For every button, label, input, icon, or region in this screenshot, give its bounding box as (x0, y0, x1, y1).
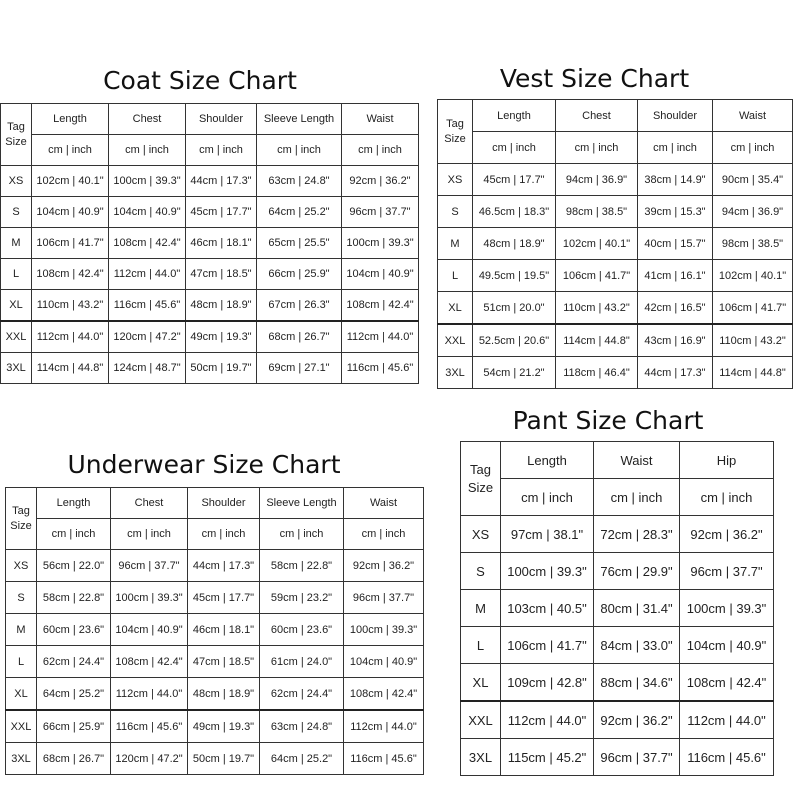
measurement-cell: 112cm | 44.0" (109, 259, 186, 290)
column-header: Shoulder (638, 100, 713, 132)
unit-header: cm | inch (473, 132, 556, 164)
unit-header: cm | inch (37, 519, 111, 550)
measurement-cell: 50cm | 19.7" (188, 743, 260, 775)
measurement-cell: 104cm | 40.9" (344, 646, 424, 678)
measurement-cell: 112cm | 44.0" (344, 710, 424, 743)
size-cell: L (438, 260, 473, 292)
measurement-cell: 76cm | 29.9" (594, 553, 680, 590)
measurement-cell: 68cm | 26.7" (257, 321, 342, 353)
measurement-cell: 118cm | 46.4" (556, 357, 638, 389)
table-row (438, 164, 793, 196)
measurement-cell: 40cm | 15.7" (638, 228, 713, 260)
table-row (6, 678, 424, 711)
measurement-cell: 45cm | 17.7" (473, 164, 556, 196)
measurement-cell: 116cm | 45.6" (342, 353, 419, 384)
measurement-cell: 103cm | 40.5" (501, 590, 594, 627)
measurement-cell: 92cm | 36.2" (342, 166, 419, 197)
measurement-cell: 108cm | 42.4" (109, 228, 186, 259)
tag-label: Tag (446, 117, 464, 130)
measurement-cell: 106cm | 41.7" (32, 228, 109, 259)
table-row (438, 260, 793, 292)
measurement-cell: 104cm | 40.9" (109, 197, 186, 228)
table-row (6, 646, 424, 678)
measurement-cell: 66cm | 25.9" (257, 259, 342, 290)
measurement-cell: 94cm | 36.9" (556, 164, 638, 196)
size-label: Size (5, 135, 27, 148)
underwear-size-table (5, 487, 424, 775)
column-header: Chest (556, 100, 638, 132)
measurement-cell: 59cm | 23.2" (260, 582, 344, 614)
size-cell: XS (438, 164, 473, 196)
measurement-cell: 65cm | 25.5" (257, 228, 342, 259)
measurement-cell: 104cm | 40.9" (342, 259, 419, 290)
unit-header: cm | inch (344, 519, 424, 550)
measurement-cell: 114cm | 44.8" (713, 357, 793, 389)
underwear-chart-title: Underwear Size Chart (67, 450, 341, 479)
size-cell: XS (461, 516, 501, 553)
measurement-cell: 100cm | 39.3" (111, 582, 188, 614)
table-row (438, 292, 793, 325)
measurement-cell: 106cm | 41.7" (713, 292, 793, 325)
measurement-cell: 50cm | 19.7" (186, 353, 257, 384)
measurement-cell: 112cm | 44.0" (680, 701, 774, 739)
unit-header: cm | inch (594, 479, 680, 516)
column-header: Waist (594, 442, 680, 479)
measurement-cell: 64cm | 25.2" (37, 678, 111, 711)
size-cell: XXL (438, 324, 473, 357)
measurement-cell: 46cm | 18.1" (188, 614, 260, 646)
measurement-cell: 64cm | 25.2" (257, 197, 342, 228)
measurement-cell: 120cm | 47.2" (111, 743, 188, 775)
table-row (1, 197, 419, 228)
measurement-cell: 41cm | 16.1" (638, 260, 713, 292)
measurement-cell: 110cm | 43.2" (713, 324, 793, 357)
vest-size-table (437, 99, 793, 389)
measurement-cell: 110cm | 43.2" (32, 290, 109, 322)
measurement-cell: 69cm | 27.1" (257, 353, 342, 384)
unit-header: cm | inch (342, 135, 419, 166)
column-header: Sleeve Length (257, 104, 342, 135)
measurement-cell: 46cm | 18.1" (186, 228, 257, 259)
tag-size-header (6, 488, 37, 550)
size-cell: 3XL (461, 739, 501, 776)
column-header: Chest (109, 104, 186, 135)
measurement-cell: 112cm | 44.0" (501, 701, 594, 739)
measurement-cell: 100cm | 39.3" (109, 166, 186, 197)
tag-label: Tag (12, 504, 30, 517)
measurement-cell: 112cm | 44.0" (32, 321, 109, 353)
measurement-cell: 44cm | 17.3" (638, 357, 713, 389)
measurement-cell: 45cm | 17.7" (188, 582, 260, 614)
measurement-cell: 49cm | 19.3" (186, 321, 257, 353)
unit-header: cm | inch (556, 132, 638, 164)
measurement-cell: 96cm | 37.7" (680, 553, 774, 590)
measurement-cell: 67cm | 26.3" (257, 290, 342, 322)
table-row (461, 553, 774, 590)
measurement-cell: 104cm | 40.9" (32, 197, 109, 228)
size-cell: 3XL (1, 353, 32, 384)
table-row (461, 664, 774, 702)
size-cell: L (1, 259, 32, 290)
column-header: Length (501, 442, 594, 479)
size-cell: XL (438, 292, 473, 325)
size-cell: M (6, 614, 37, 646)
measurement-cell: 42cm | 16.5" (638, 292, 713, 325)
table-row (6, 582, 424, 614)
measurement-cell: 54cm | 21.2" (473, 357, 556, 389)
pant-chart-title: Pant Size Chart (512, 406, 704, 435)
measurement-cell: 100cm | 39.3" (344, 614, 424, 646)
measurement-cell: 52.5cm | 20.6" (473, 324, 556, 357)
measurement-cell: 116cm | 45.6" (344, 743, 424, 775)
size-cell: XS (6, 550, 37, 582)
measurement-cell: 80cm | 31.4" (594, 590, 680, 627)
unit-header: cm | inch (680, 479, 774, 516)
table-row (1, 228, 419, 259)
table-row (1, 166, 419, 197)
measurement-cell: 108cm | 42.4" (680, 664, 774, 702)
size-cell: XL (461, 664, 501, 702)
measurement-cell: 106cm | 41.7" (501, 627, 594, 664)
unit-header: cm | inch (186, 135, 257, 166)
measurement-cell: 45cm | 17.7" (186, 197, 257, 228)
measurement-cell: 63cm | 24.8" (257, 166, 342, 197)
measurement-cell: 115cm | 45.2" (501, 739, 594, 776)
measurement-cell: 66cm | 25.9" (37, 710, 111, 743)
measurement-cell: 63cm | 24.8" (260, 710, 344, 743)
measurement-cell: 61cm | 24.0" (260, 646, 344, 678)
table-row (1, 259, 419, 290)
measurement-cell: 49.5cm | 19.5" (473, 260, 556, 292)
measurement-cell: 47cm | 18.5" (186, 259, 257, 290)
measurement-cell: 92cm | 36.2" (594, 701, 680, 739)
tag-label: Tag (470, 461, 491, 477)
table-row (6, 710, 424, 743)
coat-chart-title: Coat Size Chart (103, 66, 297, 95)
column-header: Length (473, 100, 556, 132)
table-row (6, 550, 424, 582)
measurement-cell: 100cm | 39.3" (501, 553, 594, 590)
measurement-cell: 98cm | 38.5" (713, 228, 793, 260)
tag-size-header (461, 442, 501, 516)
size-cell: S (461, 553, 501, 590)
pant-size-table (460, 441, 774, 776)
measurement-cell: 47cm | 18.5" (188, 646, 260, 678)
table-row (461, 590, 774, 627)
measurement-cell: 49cm | 19.3" (188, 710, 260, 743)
unit-header: cm | inch (713, 132, 793, 164)
tag-size-header (1, 104, 32, 166)
unit-header: cm | inch (638, 132, 713, 164)
measurement-cell: 94cm | 36.9" (713, 196, 793, 228)
measurement-cell: 62cm | 24.4" (37, 646, 111, 678)
measurement-cell: 58cm | 22.8" (37, 582, 111, 614)
measurement-cell: 108cm | 42.4" (111, 646, 188, 678)
column-header: Length (37, 488, 111, 519)
tag-size-header (438, 100, 473, 164)
measurement-cell: 110cm | 43.2" (556, 292, 638, 325)
size-cell: M (1, 228, 32, 259)
size-cell: S (1, 197, 32, 228)
unit-header: cm | inch (257, 135, 342, 166)
size-cell: 3XL (438, 357, 473, 389)
measurement-cell: 43cm | 16.9" (638, 324, 713, 357)
vest-chart-title: Vest Size Chart (499, 64, 690, 93)
measurement-cell: 60cm | 23.6" (260, 614, 344, 646)
size-cell: M (438, 228, 473, 260)
measurement-cell: 90cm | 35.4" (713, 164, 793, 196)
table-row (438, 324, 793, 357)
size-cell: XXL (1, 321, 32, 353)
measurement-cell: 48cm | 18.9" (186, 290, 257, 322)
size-cell: M (461, 590, 501, 627)
measurement-cell: 108cm | 42.4" (342, 290, 419, 322)
measurement-cell: 108cm | 42.4" (344, 678, 424, 711)
measurement-cell: 109cm | 42.8" (501, 664, 594, 702)
table-row (1, 353, 419, 384)
measurement-cell: 104cm | 40.9" (680, 627, 774, 664)
measurement-cell: 116cm | 45.6" (680, 739, 774, 776)
measurement-cell: 46.5cm | 18.3" (473, 196, 556, 228)
size-cell: XS (1, 166, 32, 197)
column-header: Waist (342, 104, 419, 135)
size-cell: S (6, 582, 37, 614)
measurement-cell: 60cm | 23.6" (37, 614, 111, 646)
measurement-cell: 44cm | 17.3" (186, 166, 257, 197)
column-header: Shoulder (186, 104, 257, 135)
table-row (1, 290, 419, 322)
unit-header: cm | inch (501, 479, 594, 516)
measurement-cell: 108cm | 42.4" (32, 259, 109, 290)
table-row (438, 357, 793, 389)
size-cell: S (438, 196, 473, 228)
table-row (461, 516, 774, 553)
column-header: Waist (713, 100, 793, 132)
measurement-cell: 116cm | 45.6" (109, 290, 186, 322)
column-header: Shoulder (188, 488, 260, 519)
measurement-cell: 114cm | 44.8" (32, 353, 109, 384)
unit-header: cm | inch (260, 519, 344, 550)
table-row (461, 701, 774, 739)
measurement-cell: 39cm | 15.3" (638, 196, 713, 228)
size-cell: L (6, 646, 37, 678)
measurement-cell: 92cm | 36.2" (680, 516, 774, 553)
measurement-cell: 58cm | 22.8" (260, 550, 344, 582)
measurement-cell: 96cm | 37.7" (342, 197, 419, 228)
measurement-cell: 96cm | 37.7" (344, 582, 424, 614)
column-header: Hip (680, 442, 774, 479)
size-label: Size (467, 479, 494, 495)
size-cell: XL (1, 290, 32, 322)
measurement-cell: 96cm | 37.7" (111, 550, 188, 582)
size-label: Size (10, 519, 32, 532)
column-header: Length (32, 104, 109, 135)
unit-header: cm | inch (111, 519, 188, 550)
measurement-cell: 56cm | 22.0" (37, 550, 111, 582)
table-row (438, 228, 793, 260)
measurement-cell: 48cm | 18.9" (188, 678, 260, 711)
column-header: Sleeve Length (260, 488, 344, 519)
measurement-cell: 100cm | 39.3" (342, 228, 419, 259)
coat-size-table (0, 103, 419, 384)
table-row (1, 321, 419, 353)
measurement-cell: 120cm | 47.2" (109, 321, 186, 353)
unit-header: cm | inch (32, 135, 109, 166)
measurement-cell: 64cm | 25.2" (260, 743, 344, 775)
measurement-cell: 51cm | 20.0" (473, 292, 556, 325)
measurement-cell: 100cm | 39.3" (680, 590, 774, 627)
measurement-cell: 106cm | 41.7" (556, 260, 638, 292)
table-row (6, 614, 424, 646)
table-row (438, 196, 793, 228)
measurement-cell: 48cm | 18.9" (473, 228, 556, 260)
table-row (6, 743, 424, 775)
size-cell: L (461, 627, 501, 664)
measurement-cell: 38cm | 14.9" (638, 164, 713, 196)
table-row (461, 739, 774, 776)
measurement-cell: 114cm | 44.8" (556, 324, 638, 357)
size-cell: XXL (461, 701, 501, 739)
size-cell: XL (6, 678, 37, 711)
measurement-cell: 88cm | 34.6" (594, 664, 680, 702)
measurement-cell: 97cm | 38.1" (501, 516, 594, 553)
measurement-cell: 84cm | 33.0" (594, 627, 680, 664)
size-cell: 3XL (6, 743, 37, 775)
measurement-cell: 116cm | 45.6" (111, 710, 188, 743)
measurement-cell: 92cm | 36.2" (344, 550, 424, 582)
measurement-cell: 62cm | 24.4" (260, 678, 344, 711)
measurement-cell: 112cm | 44.0" (342, 321, 419, 353)
size-cell: XXL (6, 710, 37, 743)
measurement-cell: 124cm | 48.7" (109, 353, 186, 384)
column-header: Waist (344, 488, 424, 519)
tag-label: Tag (7, 120, 25, 133)
measurement-cell: 112cm | 44.0" (111, 678, 188, 711)
column-header: Chest (111, 488, 188, 519)
size-label: Size (444, 132, 466, 145)
unit-header: cm | inch (188, 519, 260, 550)
table-row (461, 627, 774, 664)
measurement-cell: 98cm | 38.5" (556, 196, 638, 228)
measurement-cell: 72cm | 28.3" (594, 516, 680, 553)
measurement-cell: 102cm | 40.1" (713, 260, 793, 292)
measurement-cell: 102cm | 40.1" (32, 166, 109, 197)
measurement-cell: 96cm | 37.7" (594, 739, 680, 776)
measurement-cell: 44cm | 17.3" (188, 550, 260, 582)
measurement-cell: 68cm | 26.7" (37, 743, 111, 775)
measurement-cell: 102cm | 40.1" (556, 228, 638, 260)
measurement-cell: 104cm | 40.9" (111, 614, 188, 646)
unit-header: cm | inch (109, 135, 186, 166)
